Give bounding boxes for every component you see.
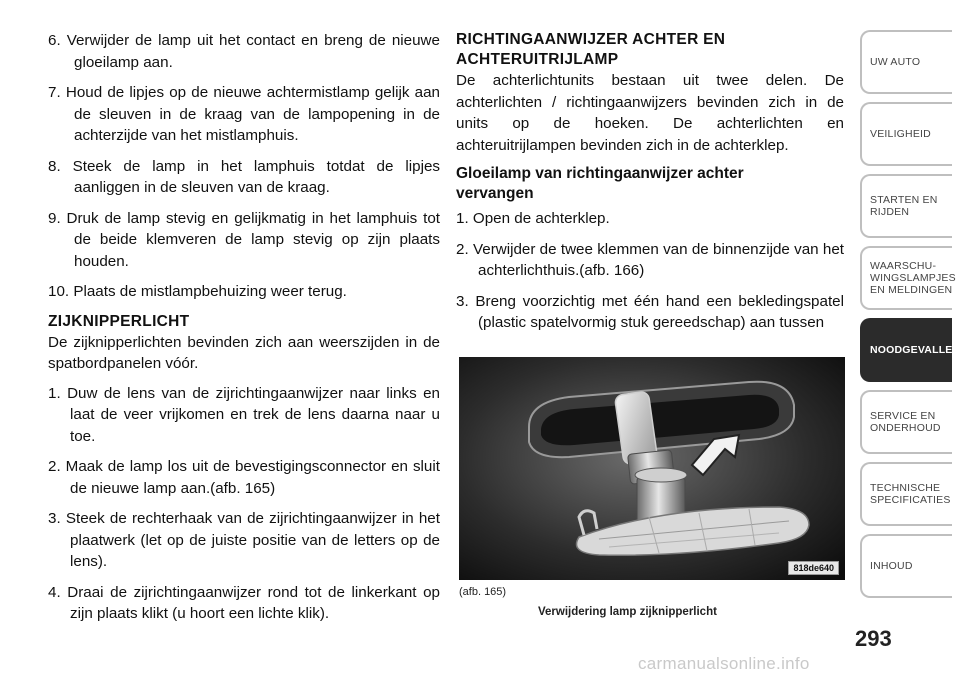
section-intro: De achterlichtunits bestaan uit twee delen. De achterlichten / richtingaanwijzers bevinden zich in de units op de hoeken. De achterlichten en achteruitrijlampen bevinden zich in de achterklep.: [456, 72, 844, 154]
figure-caption: Verwijdering lamp zijknipperlicht: [538, 606, 717, 618]
figure-number: (afb. 165): [459, 586, 507, 598]
list-item: 1. Duw de lens van de zijrichtingaanwijzer naar links en laat de veer vrijkomen en trek de lens daarna naar u toe.: [48, 384, 440, 445]
tab-service-en-onderhoud[interactable]: SERVICE EN ONDERHOUD: [860, 390, 952, 454]
list-item: 10. Plaats de mistlampbehuizing weer terug.: [48, 283, 347, 300]
tab-noodgevallen[interactable]: NOODGEVALLEN: [860, 318, 952, 382]
right-column: [456, 30, 844, 343]
list-item: 1. Open de achterklep.: [456, 210, 610, 227]
tab-technische-specificaties[interactable]: TECHNISCHE SPECIFICATIES: [860, 462, 952, 526]
steps-list-b: [48, 383, 440, 625]
list-item: 3. Steek de rechterhaak van de zijrichtingaanwijzer in het plaatwerk (let op de juiste positie van de letters op de lens).: [48, 510, 440, 570]
tab-waarschuwingslampjes[interactable]: WAARSCHU- WINGSLAMPJES EN MELDINGEN: [860, 246, 952, 310]
section-heading-line-2: ACHTERUITRIJLAMP: [456, 51, 619, 68]
tab-uw-auto[interactable]: UW AUTO: [860, 30, 952, 94]
tab-inhoud[interactable]: INHOUD: [860, 534, 952, 598]
side-marker-lamp-illustration: [459, 357, 845, 580]
watermark: carmanualsonline.info: [638, 654, 810, 673]
tab-starten-en-rijden[interactable]: STARTEN EN RIJDEN: [860, 174, 952, 238]
figure-side-marker-lamp: [459, 357, 845, 580]
steps-list: [456, 208, 844, 334]
list-item: 2. Verwijder de twee klemmen van de binnenzijde van het achterlichthuis.(afb. 166): [456, 240, 844, 279]
page-number: 293: [855, 626, 892, 651]
section-intro: De zijknipperlichten bevinden zich aan weerszijden in de spatbordpanelen vóór.: [48, 333, 440, 372]
tab-veiligheid[interactable]: VEILIGHEID: [860, 102, 952, 166]
list-item: 6. Verwijder de lamp uit het contact en breng de nieuwe gloeilamp aan.: [48, 32, 440, 71]
list-item: 2. Maak de lamp los uit de bevestigingsconnector en sluit de nieuwe lamp aan.(afb. 165): [48, 458, 440, 497]
chapter-tabs: [860, 30, 960, 606]
list-item: 9. Druk de lamp stevig en gelijkmatig in het lamphuis tot de beide klemveren de lamp stevig op zijn plaats houden.: [48, 209, 440, 270]
figure-code: 818de640: [788, 561, 839, 575]
list-item: 7. Houd de lipjes op de nieuwe achtermistlamp gelijk aan de sleuven in de kraag van de lampopening in de achterzijde van het mistlamphuis.: [48, 84, 440, 144]
section-heading-zijknipperlicht: ZIJKNIPPERLICHT: [48, 312, 190, 330]
section-heading-line-1: RICHTINGAANWIJZER ACHTER EN: [456, 31, 726, 48]
list-item: 4. Draai de zijrichtingaanwijzer rond tot de linkerkant op zijn plaats klikt (u hoort een lichte klik).: [48, 583, 440, 622]
list-item: 3. Breng voorzichtig met één hand een bekledingspatel (plastic spatelvormig stuk gereedschap) aan tussen: [456, 292, 844, 331]
steps-list-a: [48, 30, 440, 303]
left-column: [48, 30, 440, 634]
list-item: 8. Steek de lamp in het lamphuis totdat de lipjes aanliggen in de sleuven van de kraag.: [48, 157, 440, 196]
subheading: Gloeilamp van richtingaanwijzer achter vervangen: [456, 165, 744, 202]
